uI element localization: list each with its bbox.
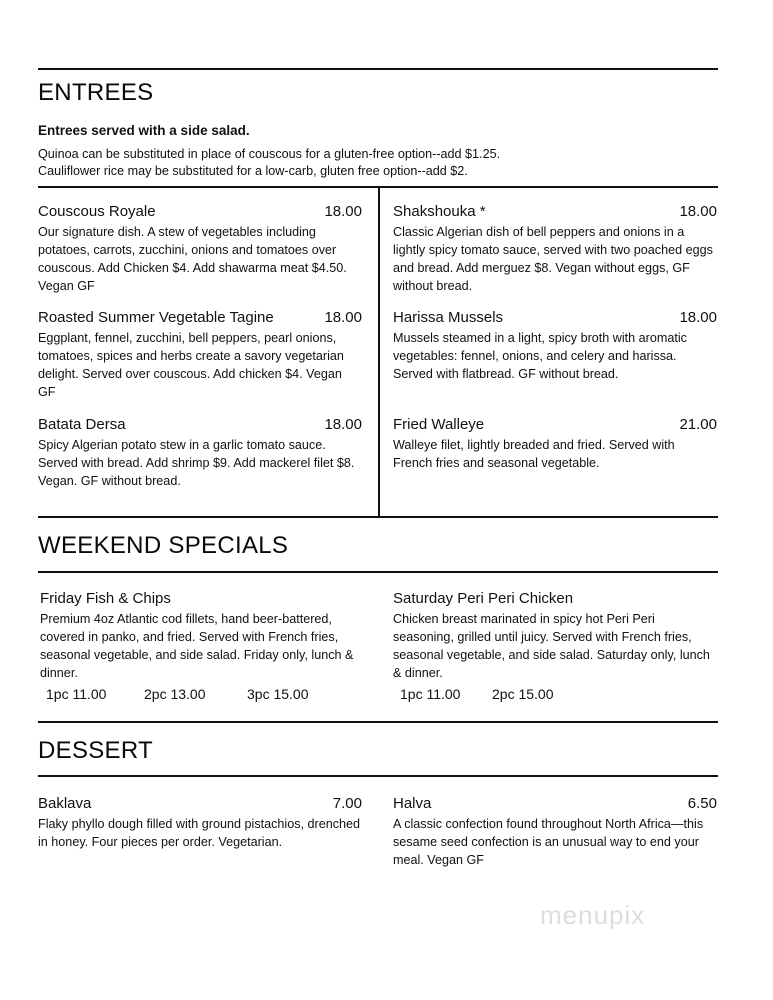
item-name: Shakshouka * bbox=[393, 203, 486, 220]
item-description: Premium 4oz Atlantic cod fillets, hand beer-battered, covered in panko, and fried. Served with French fries, seasonal vegetable, and side salad. Friday only, lunch & dinner. bbox=[40, 612, 354, 680]
entrees-note: Cauliflower rice may be substituted for a low-carb, gluten free option--add $2. bbox=[38, 164, 468, 178]
item-name: Halva bbox=[393, 795, 432, 812]
price-option: 1pc 11.00 bbox=[46, 686, 107, 702]
section-title-entrees: ENTREES bbox=[38, 79, 154, 106]
item-name: Saturday Peri Peri Chicken bbox=[393, 590, 574, 607]
item-name: Harissa Mussels bbox=[393, 309, 504, 326]
item-description: Flaky phyllo dough filled with ground pistachios, drenched in honey. Four pieces per order. Vegetarian. bbox=[38, 817, 361, 849]
menu-item bbox=[38, 309, 362, 401]
menu-item bbox=[38, 203, 362, 295]
menu-item bbox=[393, 416, 717, 472]
item-name: Couscous Royale bbox=[38, 203, 156, 220]
price-options bbox=[46, 686, 309, 702]
item-description: Walleye filet, lightly breaded and fried. Served with French fries and seasonal vegetable. bbox=[393, 438, 675, 470]
price-options bbox=[400, 686, 554, 702]
section-title-specials: WEEKEND SPECIALS bbox=[38, 532, 289, 559]
divider bbox=[38, 775, 718, 777]
item-description: Mussels steamed in a light, spicy broth with aromatic vegetables: fennel, onions, and celery and harissa. Served with flatbread. GF without bread. bbox=[393, 331, 687, 381]
menu-item bbox=[393, 590, 717, 682]
item-name: Batata Dersa bbox=[38, 416, 126, 433]
item-name: Roasted Summer Vegetable Tagine bbox=[38, 309, 274, 326]
menu-item bbox=[393, 309, 717, 383]
section-title-dessert: DESSERT bbox=[38, 737, 154, 764]
item-description: A classic confection found throughout North Africa—this sesame seed confection is an unusual way to end your meal. Vegan GF bbox=[393, 817, 704, 867]
menu-item bbox=[40, 590, 364, 682]
column-divider bbox=[378, 187, 380, 517]
entrees-subtitle: Entrees served with a side salad. bbox=[38, 123, 250, 138]
price-option: 3pc 15.00 bbox=[247, 686, 309, 702]
item-name: Baklava bbox=[38, 795, 92, 812]
item-price: 7.00 bbox=[332, 795, 362, 812]
entrees-note: Quinoa can be substituted in place of couscous for a gluten-free option--add $1.25. bbox=[38, 147, 501, 161]
item-description: Classic Algerian dish of bell peppers and onions in a lightly spicy tomato sauce, served with two poached eggs and bread. Add merguez $8. Vegan without eggs, GF without bread. bbox=[393, 225, 713, 293]
menu-item bbox=[393, 795, 717, 869]
item-description: Chicken breast marinated in spicy hot Peri Peri seasoning, grilled until juicy. Served with French fries, seasonal vegetable, and side salad. Saturday only, lunch & dinner. bbox=[393, 612, 710, 680]
price-option: 2pc 15.00 bbox=[492, 686, 554, 702]
item-price: 6.50 bbox=[687, 795, 717, 812]
divider bbox=[38, 721, 718, 723]
item-price: 18.00 bbox=[324, 416, 362, 433]
menu-item bbox=[38, 416, 362, 490]
item-name: Friday Fish & Chips bbox=[40, 590, 171, 607]
watermark-logo: menupix bbox=[540, 900, 646, 930]
price-option: 2pc 13.00 bbox=[144, 686, 206, 702]
item-price: 18.00 bbox=[679, 203, 717, 220]
divider bbox=[38, 68, 718, 70]
item-description: Spicy Algerian potato stew in a garlic tomato sauce. Served with bread. Add shrimp $9. Add mackerel filet $8. Vegan. GF without bread. bbox=[38, 438, 355, 488]
divider bbox=[38, 516, 718, 518]
item-price: 18.00 bbox=[324, 203, 362, 220]
item-price: 21.00 bbox=[679, 416, 717, 433]
menu-item bbox=[38, 795, 362, 851]
menu-item bbox=[393, 203, 717, 295]
item-price: 18.00 bbox=[679, 309, 717, 326]
item-price: 18.00 bbox=[324, 309, 362, 326]
divider bbox=[38, 571, 718, 573]
item-description: Our signature dish. A stew of vegetables including potatoes, carrots, zucchini, onions and tomatoes over couscous. Add Chicken $4. Add shawarma meat $4.50. Vegan GF bbox=[38, 225, 347, 293]
item-description: Eggplant, fennel, zucchini, bell peppers, pearl onions, tomatoes, spices and herbs create a savory vegetarian delight. Served over couscous. Add chicken $4. Vegan GF bbox=[38, 331, 344, 399]
item-name: Fried Walleye bbox=[393, 416, 485, 433]
price-option: 1pc 11.00 bbox=[400, 686, 461, 702]
